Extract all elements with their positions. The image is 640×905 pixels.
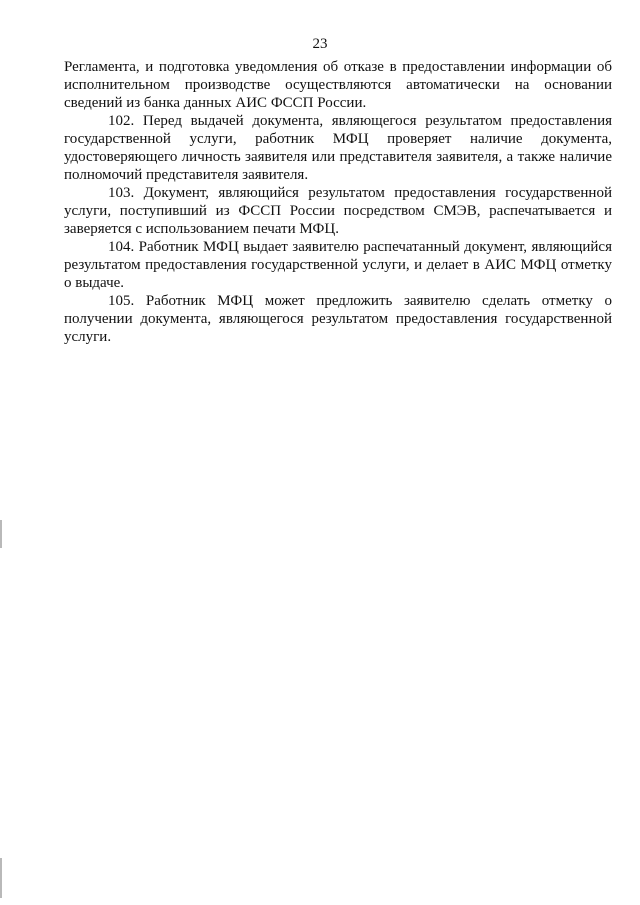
paragraph-102: 102. Перед выдачей документа, являющегося результатом предоставления государственной услуги, работник МФЦ проверяет наличие документа, удостоверяющего личность заявителя или представителя заявителя, а также наличие полномочий представителя заявителя. <box>64 113 612 183</box>
scan-edge-mark <box>0 858 2 898</box>
scan-edge-mark <box>0 520 2 548</box>
document-body <box>64 58 612 346</box>
paragraph-continuation: Регламента, и подготовка уведомления об отказе в предоставлении информации об исполнительном производстве осуществляются автоматически на основании сведений из банка данных АИС ФССП России. <box>64 59 612 111</box>
paragraph-104: 104. Работник МФЦ выдает заявителю распечатанный документ, являющийся результатом предоставления государственной услуги, и делает в АИС МФЦ отметку о выдаче. <box>64 239 612 291</box>
paragraph-105: 105. Работник МФЦ может предложить заявителю сделать отметку о получении документа, являющегося результатом предоставления государственной услуги. <box>64 293 612 345</box>
paragraph-103: 103. Документ, являющийся результатом предоставления государственной услуги, поступивший из ФССП России посредством СМЭВ, распечатывается и заверяется с использованием печати МФЦ. <box>64 185 612 237</box>
page-number: 23 <box>312 36 328 52</box>
